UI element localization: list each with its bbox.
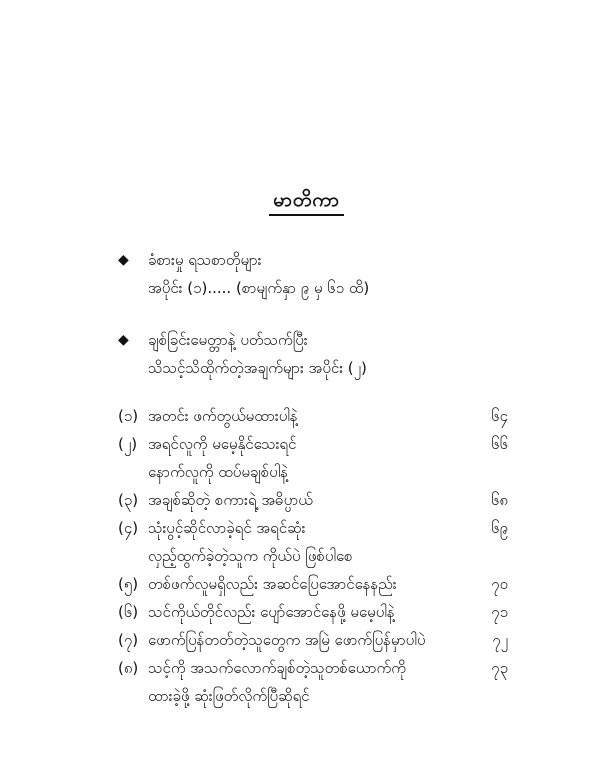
page-title [0, 188, 613, 216]
toc-title-cont: ထားခဲ့ဖို့ ဆုံးဖြတ်လိုက်ပြီဆိုရင် [148, 687, 310, 705]
toc-title: ဖောက်ပြန်တတ်တဲ့သူတွေက အမြဲ ဖောက်ပြန်မှာပါပဲ [148, 631, 426, 649]
toc-entry[interactable] [118, 626, 508, 654]
toc-entry[interactable] [118, 598, 508, 626]
toc-number: (၂) [118, 435, 138, 453]
toc-entry[interactable] [118, 430, 508, 486]
toc-entry[interactable] [118, 514, 508, 570]
intro-item [118, 326, 367, 382]
title-text: မာတိကာ [269, 189, 344, 216]
toc-entry[interactable] [118, 570, 508, 598]
toc-page: ၇၃ [491, 659, 508, 677]
intro-line: ချစ်ခြင်းမေတ္တာနဲ့ ပတ်သက်ပြီး [148, 331, 308, 349]
toc-title-cont: နောက်လူကို ထပ်မချစ်ပါနဲ့ [148, 463, 289, 481]
toc-title: တစ်ဖက်လူမရှိလည်း အဆင်ပြေအောင်နေနည်း [148, 575, 397, 593]
intro-line: အပိုင်း (၁)..... (စာမျက်နှာ ၉ မှ ၆၁ ထိ) [148, 279, 370, 297]
diamond-bullet-icon: ◆ [118, 252, 129, 268]
toc-title: သုံးပွင့်ဆိုင်လာခဲ့ရင် အရင်ဆုံး [148, 519, 306, 537]
intro-item [118, 246, 369, 302]
toc-number: (၅) [118, 575, 139, 593]
toc-title: သင်ကိုယ်တိုင်လည်း ပျော်အောင်နေဖို့ မမေ့ပါနဲ့ [148, 603, 395, 621]
toc-list [118, 402, 508, 710]
toc-entry[interactable] [118, 402, 508, 430]
toc-title-cont: လှည့်ထွက်ခဲ့တဲ့သူက ကိုယ်ပဲ ဖြစ်ပါစေ [148, 547, 353, 565]
toc-page: ၆၈ [490, 491, 508, 509]
toc-page: ၇၀ [491, 575, 508, 593]
toc-title: သင့်ကို အသက်လောက်ချစ်တဲ့သူတစ်ယောက်ကို [148, 659, 406, 677]
toc-page: ၆၄ [491, 407, 508, 425]
toc-number: (၁) [118, 407, 139, 425]
toc-title: အချစ်ဆိုတဲ့ စကားရဲ့ အဓိပ္ပာယ် [148, 491, 313, 509]
toc-number: (၃) [118, 491, 139, 509]
toc-entry[interactable] [118, 654, 508, 710]
toc-title: အရင်လူကို မမေ့နိုင်သေးရင် [148, 435, 297, 453]
intro-line: ခံစားမှု ရသစာတိုများ [148, 251, 262, 269]
toc-page: ၆၆ [491, 435, 508, 453]
toc-number: (၆) [118, 603, 139, 621]
toc-page: ၇၂ [492, 631, 508, 649]
toc-page: ၆၉ [491, 519, 508, 537]
intro-line: သိသင့်သိထိုက်တဲ့အချက်များ အပိုင်း (၂) [148, 359, 367, 377]
toc-number: (၄) [118, 519, 139, 537]
toc-title: အတင်း ဖက်တွယ်မထားပါနဲ့ [148, 407, 298, 425]
toc-entry[interactable] [118, 486, 508, 514]
diamond-bullet-icon: ◆ [118, 332, 129, 348]
toc-number: (၇) [118, 631, 139, 649]
toc-number: (၈) [118, 659, 139, 677]
toc-page: ၇၁ [491, 603, 508, 621]
